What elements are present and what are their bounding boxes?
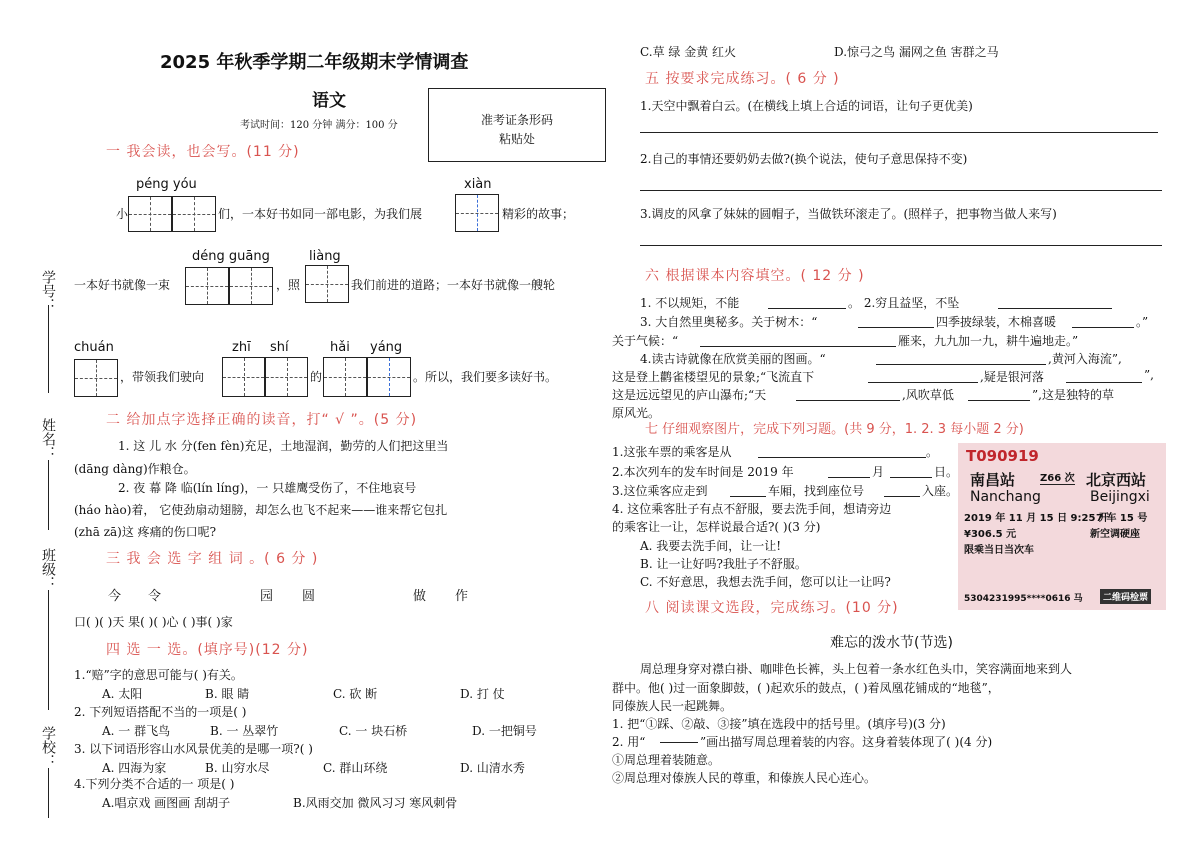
fill-blank[interactable] — [998, 308, 1112, 309]
s2-q1-b: (dāng dàng)作粮仓。 — [74, 462, 196, 476]
s6-q1-a: 1. 不以规矩，不能 — [640, 296, 740, 310]
fill-blank[interactable] — [868, 382, 978, 383]
s5-q3: 3.调皮的风拿了妹妹的圆帽子，当做铁环滚走了。(照样子，把事物当做人来写) — [640, 207, 1057, 221]
s6-q4-i: 原风光。 — [612, 406, 661, 420]
writing-box[interactable] — [229, 267, 273, 305]
s4-q1-optA: A. 太阳 — [102, 687, 143, 701]
fill-blank[interactable] — [884, 496, 920, 497]
s3-blanks[interactable]: 口( )( )天 果( )( )心 ( )事( )家 — [74, 615, 233, 629]
s4-q2: 2. 下列短语搭配不当的一项是( ) — [74, 705, 247, 719]
s6-q4-a: 4.读古诗就像在欣赏美丽的图画。“ — [640, 352, 826, 366]
s4-q1-optC: C. 砍 断 — [333, 687, 378, 701]
fill-blank[interactable] — [828, 477, 870, 478]
s1-line2-a: 一本好书就像一束 — [74, 278, 171, 292]
s8-opt2: ②周总理对傣族人民的尊重，和傣族人民心连心。 — [612, 771, 877, 785]
s6-q3-d: 关于气候：“ — [612, 334, 679, 348]
s4-q3: 3. 以下词语形容山水风景优美的是哪一项?( ) — [74, 742, 313, 756]
writing-box[interactable] — [305, 265, 349, 303]
char-option: 作 — [455, 589, 469, 604]
passage-title: 难忘的泼水节(节选) — [830, 635, 953, 651]
s4-q3-optC: C. 群山环绕 — [323, 761, 388, 775]
ticket-train: Z66 次 — [1040, 469, 1075, 485]
fill-blank[interactable] — [876, 364, 1046, 365]
passage-line2: 群中。他( )过一面象脚鼓，( )起欢乐的鼓点，( )着凤凰花铺成的“地毯”， — [612, 681, 1000, 695]
s2-q2-c: (zhā zā)这 疼痛的伤口呢? — [74, 525, 217, 539]
writing-box[interactable] — [367, 357, 411, 397]
line-xuehao — [48, 305, 49, 393]
s4-q3-optB: B. 山穷水尽 — [205, 761, 270, 775]
s8-q1: 1. 把“①踩、②敲、③接”填在选段中的括号里。(填序号)(3 分) — [612, 717, 946, 731]
s4-q2-optA: A. 一 群飞鸟 — [102, 724, 171, 738]
s7-optC: C. 不好意思，我想去洗手间，您可以让一让吗? — [640, 575, 891, 589]
passage-line1: 周总理身穿对襟白褂、咖啡色长裤，头上包着一条水红色头巾，笑容满面地来到人 — [640, 662, 1073, 676]
s6-q4-e: ”, — [1144, 368, 1154, 382]
answer-line[interactable] — [640, 190, 1162, 191]
s7-q3-b: 车厢，找到座位号 — [768, 484, 865, 498]
s7-q4-b: 的乘客让一让，怎样说最合适?( )(3 分) — [612, 520, 821, 534]
writing-box[interactable] — [323, 357, 367, 397]
s4-q1-optD: D. 打 仗 — [460, 687, 505, 701]
writing-box[interactable] — [265, 357, 308, 397]
s1-line2-c: 我们前进的道路；一本好书就像一艘轮 — [351, 278, 556, 292]
s6-q3-b: 四季披绿装，木棉喜暖 — [936, 315, 1057, 329]
barcode-line1: 准考证条形码 — [480, 113, 553, 127]
line-xingming — [48, 460, 49, 530]
s1-line3-b: 的 — [310, 370, 323, 384]
char-option: 做 — [413, 589, 427, 604]
fill-blank[interactable] — [796, 400, 900, 401]
char-option: 令 — [148, 589, 162, 604]
pinyin-shi: shí — [270, 340, 289, 355]
section4-heading: 四 选 一 选。(填序号)(12 分) — [106, 642, 309, 658]
s1-line2-b: ，照 — [276, 278, 301, 292]
s7-optA: A. 我要去洗手间，让一让! — [640, 539, 782, 553]
line-banji — [48, 590, 49, 710]
s6-q1-b: 。 2.穷且益坚，不坠 — [848, 296, 960, 310]
s6-q4-d: ,疑是银河落 — [980, 370, 1044, 384]
s5-q1: 1.天空中飘着白云。(在横线上填上合适的词语，让句子更优美) — [640, 99, 973, 113]
s4-q4-optD: D.惊弓之鸟 漏网之鱼 害群之马 — [834, 45, 999, 59]
fill-blank[interactable] — [1072, 327, 1134, 328]
s2-q2-b: (háo hào)着， 它使劲扇动翅膀，却怎么也飞不起来——谁来帮它包扎 — [74, 503, 448, 517]
s7-q1-end: 。 — [926, 445, 939, 459]
writing-box[interactable] — [128, 196, 172, 232]
s4-q3-optD: D. 山清水秀 — [460, 761, 525, 775]
fill-blank[interactable] — [1066, 382, 1142, 383]
fill-blank[interactable] — [730, 496, 766, 497]
s4-q4-optA: A.唱京戏 画图画 刮胡子 — [102, 796, 231, 810]
writing-box[interactable] — [222, 357, 265, 397]
pinyin-pengyou: péng yóu — [136, 177, 197, 192]
char-option: 今 — [108, 589, 122, 604]
s1-line1-b: 们，一本好书如同一部电影，为我们展 — [218, 207, 423, 221]
s2-q2-a: 2. 夜 幕 降 临(lín líng)，一 只雄鹰受伤了，不住地哀号 — [118, 481, 417, 495]
answer-line[interactable] — [640, 245, 1162, 246]
s4-q4-optC: C.草 绿 金黄 红火 — [640, 45, 737, 59]
s1-line1-a: 小 — [116, 207, 129, 221]
fill-blank[interactable] — [858, 327, 934, 328]
s4-q4-optB: B.风雨交加 微风习习 寒风刺骨 — [293, 796, 458, 810]
pinyin-dengguang: déng guāng — [192, 249, 270, 264]
s7-q2-b: 月 — [872, 465, 885, 479]
s7-q1: 1.这张车票的乘客是从 — [612, 445, 732, 459]
s1-line3-a: ，带领我们驶向 — [120, 370, 205, 384]
s4-q4: 4.下列分类不合适的一 项是( ) — [74, 777, 235, 791]
s6-q4-g: ,风吹草低 — [902, 388, 954, 402]
s8-q2-b: ”画出描写周总理着装的内容。这身着装体现了( )(4 分) — [700, 735, 993, 749]
barcode-line2: 粘贴处 — [498, 132, 535, 146]
pinyin-xian: xiàn — [464, 177, 492, 192]
s6-q3-c: 。” — [1136, 315, 1149, 329]
line-xuexiao — [48, 768, 49, 818]
ticket-from: 南昌站 — [970, 471, 1016, 489]
ticket-from-en: Nanchang — [970, 489, 1041, 505]
writing-box[interactable] — [74, 359, 118, 397]
pinyin-yang: yáng — [370, 340, 403, 355]
ticket-price: ¥306.5 元 — [964, 529, 1017, 540]
label-xingming: 姓名： — [40, 418, 56, 460]
fill-blank[interactable] — [890, 477, 932, 478]
char-option: 圆 — [302, 589, 316, 604]
s1-line3-c: 。所以，我们要多读好书。 — [413, 370, 558, 384]
s7-q2-c: 日。 — [934, 465, 959, 479]
s7-q2-a: 2.本次列车的发车时间是 2019 年 — [612, 465, 794, 479]
pinyin-liang: liàng — [309, 249, 341, 264]
section6-heading: 六 根据课本内容填空。( 12 分 ) — [645, 268, 865, 284]
fill-blank[interactable] — [700, 346, 896, 347]
train-ticket-image — [958, 443, 1166, 610]
label-xuexiao: 学校： — [40, 726, 56, 768]
section5-heading: 五 按要求完成练习。( 6 分 ) — [645, 71, 840, 87]
section8-heading: 八 阅读课文选段，完成练习。(10 分) — [645, 600, 899, 616]
s6-q4-h: ”,这是独特的草 — [1032, 388, 1114, 402]
label-xuehao: 学号： — [40, 270, 56, 312]
s4-q3-optA: A. 四海为家 — [102, 761, 167, 775]
s4-q2-optB: B. 一 丛翠竹 — [210, 724, 279, 738]
ticket-stamp: 二维码检票 — [1100, 589, 1151, 604]
s7-q3-a: 3.这位乘客应走到 — [612, 484, 708, 498]
section1-heading: 一 我会读，也会写。(11 分) — [106, 144, 300, 160]
fill-blank[interactable] — [968, 400, 1030, 401]
s4-q2-optC: C. 一 块石桥 — [339, 724, 408, 738]
s6-q4-f: 这是远远望见的庐山瀑布;“天 — [612, 388, 767, 402]
s1-line1-c: 精彩的故事； — [502, 207, 575, 221]
fill-blank[interactable] — [758, 457, 926, 458]
answer-line[interactable] — [640, 132, 1158, 133]
pinyin-zhi: zhī — [232, 340, 251, 355]
s6-q3-a: 3. 大自然里奥秘多。关于树木：“ — [640, 315, 818, 329]
s4-q2-optD: D. 一把铜号 — [472, 724, 537, 738]
section2-heading: 二 给加点字选择正确的读音，打“ √ ”。(5 分) — [106, 412, 418, 428]
barcode-box — [428, 88, 606, 162]
s7-q3-c: 入座。 — [922, 484, 959, 498]
s5-q2: 2.自己的事情还要奶奶去做?(换个说法，使句子意思保持不变) — [640, 152, 968, 166]
ticket-limit: 限乘当日当次车 — [964, 545, 1034, 556]
writing-box[interactable] — [172, 196, 216, 232]
s6-q3-e: 雁来，九九加一九，耕牛遍地走。” — [898, 334, 1079, 348]
writing-box[interactable] — [185, 267, 229, 305]
s6-q4-b: ,黄河入海流”, — [1048, 352, 1122, 366]
ticket-seat: 7 车 15 号 — [1096, 513, 1148, 524]
s6-q4-c: 这是登上鹳雀楼望见的景象;“飞流直下 — [612, 370, 815, 384]
fill-blank[interactable] — [768, 308, 846, 309]
section7-heading: 七 仔细观察图片，完成下列习题。(共 9 分，1. 2. 3 每小题 2 分) — [645, 422, 1024, 437]
s2-q1-a: 1. 这 儿 水 分(fen fèn)充足，土地湿润，勤劳的人们把这里当 — [118, 439, 449, 453]
s4-q1-optB: B. 眼 睛 — [205, 687, 250, 701]
char-option: 园 — [260, 589, 274, 604]
ticket-class: 新空调硬座 — [1090, 529, 1140, 540]
ticket-to: 北京西站 — [1086, 471, 1147, 489]
ticket-to-en: Beijingxi — [1090, 489, 1150, 505]
ticket-id: 5304231995****0616 马 — [964, 594, 1083, 604]
s7-optB: B. 让一让好吗?我肚子不舒服。 — [640, 557, 807, 571]
s8-q2-a: 2. 用“ — [612, 735, 646, 749]
s4-q1: 1.“赔”字的意思可能与( )有关。 — [74, 668, 243, 682]
pinyin-hai: hǎi — [330, 340, 350, 355]
ticket-no: T090919 — [966, 447, 1039, 465]
s8-opt1: ①周总理着装随意。 — [612, 753, 721, 767]
subject-title: 语文 — [312, 91, 346, 111]
writing-box[interactable] — [455, 194, 499, 232]
passage-line3: 同傣族人民一起跳舞。 — [612, 699, 733, 713]
page-title: 2025 年秋季学期二年级期末学情调查 — [160, 52, 469, 73]
exam-info: 考试时间：120 分钟 满分：100 分 — [240, 120, 398, 131]
section3-heading: 三 我 会 选 字 组 词 。( 6 分 ) — [106, 551, 319, 567]
label-banji: 班级： — [40, 548, 56, 590]
underline-sample — [660, 742, 698, 743]
ticket-date: 2019 年 11 月 15 日 9:25 开 — [964, 513, 1109, 524]
s7-q4-a: 4. 这位乘客肚子有点不舒服，要去洗手间，想请旁边 — [612, 502, 892, 516]
pinyin-chuan: chuán — [74, 340, 114, 355]
